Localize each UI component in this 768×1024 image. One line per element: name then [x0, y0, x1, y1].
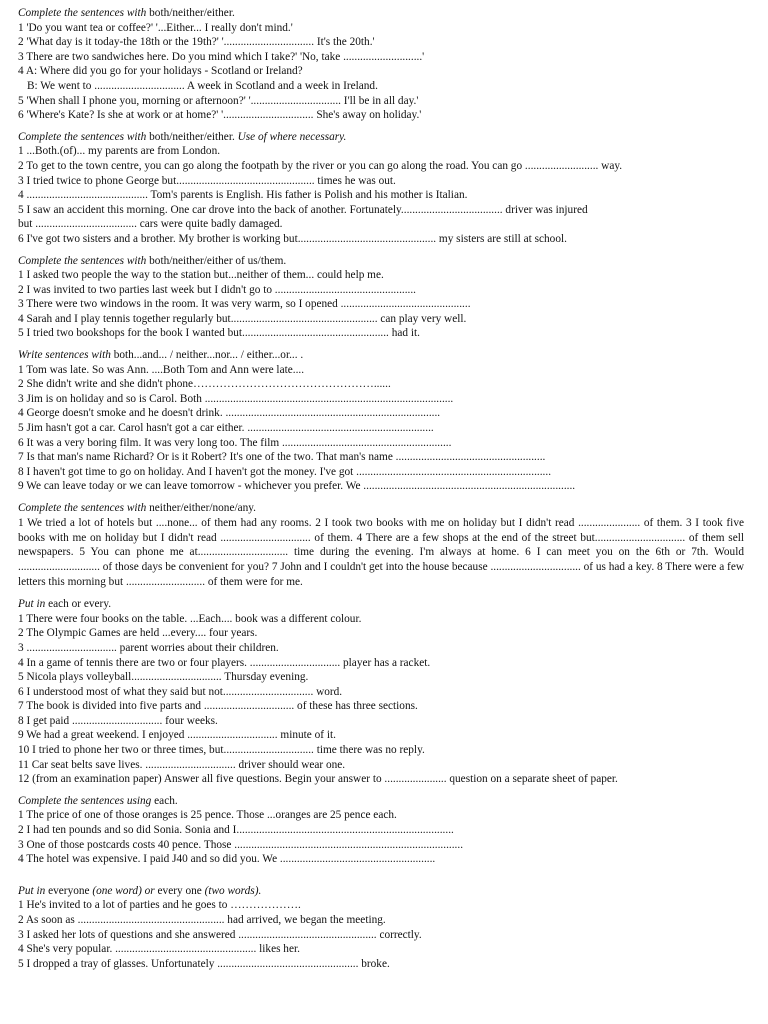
instruction-plain: both/neither/either of us/them. — [149, 254, 287, 267]
instruction-italic: Use of where necessary. — [237, 130, 347, 143]
exercise-line: 1 'Do you want tea or coffee?' '...Either... I really don't mind.' — [18, 21, 293, 34]
exercise-line: 3 Jim is on holiday and so is Carol. Both ........................................................................................ — [18, 392, 454, 405]
instruction-italic: Write sentences with — [18, 349, 114, 362]
exercise-line: 2 The Olympic Games are held ...every.... four years. — [18, 627, 258, 640]
instruction-plain: every one — [157, 884, 205, 897]
exercise-instruction — [18, 6, 744, 21]
exercise-line: 1 He's invited to a lot of parties and he goes to ………………. — [18, 899, 301, 912]
instruction-italic: Complete the sentences with — [18, 7, 150, 19]
exercise-line: 4 In a game of tennis there are two or four players. ................................ player has a racket. — [18, 656, 431, 669]
exercise-line: 5 I dropped a tray of glasses. Unfortunately .................................................. broke. — [18, 957, 390, 970]
exercise-both-neither-either — [18, 6, 744, 123]
instruction-italic: Complete the sentences with — [18, 130, 150, 143]
instruction-plain: neither/either/none/any. — [149, 502, 256, 514]
instruction-plain: everyone — [48, 884, 93, 897]
exercise-line: 10 I tried to phone her two or three times, but................................ time there was no reply. — [18, 744, 425, 757]
instruction-italic: Complete the sentences with — [18, 502, 150, 514]
instruction-plain: both/neither/either. — [149, 130, 238, 143]
exercise-line: 7 Is that man's name Richard? Or is it Robert? It's one of the two. That man's name ..................................................... — [18, 451, 546, 464]
exercise-line: 2 As soon as .................................................... had arrived, we began the meeting. — [18, 914, 386, 926]
exercise-line: 1 Tom was late. So was Ann. ....Both Tom and Ann were late.... — [18, 363, 305, 376]
exercise-line: 4 A: Where did you go for your holidays - Scotland or Ireland? — [18, 65, 303, 78]
exercise-instruction — [18, 254, 744, 269]
exercise-line: 1 The price of one of those oranges is 25 pence. Those ...oranges are 25 pence each. — [18, 809, 397, 822]
exercise-instruction — [18, 884, 744, 899]
instruction-italic: (two words). — [204, 884, 262, 897]
exercise-instruction — [18, 597, 744, 612]
exercise-line: 3 There were two windows in the room. It was very warm, so I opened .............................................. — [18, 298, 471, 311]
exercise-line: 6 I've got two sisters and a brother. My brother is working but................................................. my sisters are still at school. — [18, 232, 567, 245]
instruction-italic: (one word) or — [92, 884, 158, 897]
instruction-italic: Complete the sentences with — [18, 254, 150, 267]
exercise-line: 2 She didn't write and she didn't phone…………………………………………...... — [18, 378, 391, 391]
exercise-line: 9 We can leave today or we can leave tomorrow - whichever you prefer. We ........................................................................... — [18, 480, 576, 493]
exercise-line: 12 (from an examination paper) Answer all five questions. Begin your answer to ...................... question on a separate sheet of paper. — [18, 773, 618, 786]
exercise-of-us-them — [18, 254, 744, 342]
exercise-each — [18, 794, 744, 867]
instruction-plain: both/neither/either. — [149, 7, 235, 19]
exercise-line: 2 To get to the town centre, you can go along the footpath by the river or you can go along the road. You can go .......................... way. — [18, 159, 623, 172]
exercise-line: 5 Jim hasn't got a car. Carol hasn't got a car either. .................................................................. — [18, 422, 434, 435]
exercise-instruction — [18, 348, 744, 363]
exercise-line: but .................................... cars were quite badly damaged. — [18, 218, 283, 231]
exercise-line: 4 The hotel was expensive. I paid J40 and so did you. We ....................................................... — [18, 853, 436, 866]
exercise-line: 9 We had a great weekend. I enjoyed ................................ minute of it. — [18, 729, 336, 742]
exercise-line: 3 There are two sandwiches here. Do you mind which I take?' 'No, take ............................' — [18, 50, 425, 63]
exercise-line: 4 George doesn't smoke and he doesn't drink. ............................................................................ — [18, 407, 441, 420]
exercise-paragraph — [18, 516, 744, 591]
exercise-line: 4 She's very popular. .................................................. likes her. — [18, 943, 300, 956]
exercise-instruction — [18, 130, 744, 145]
exercise-line: 7 The book is divided into five parts and ................................ of these has three sections. — [18, 700, 418, 713]
exercise-line: 2 'What day is it today-the 18th or the 19th?' '................................ It's the 20th.' — [18, 36, 375, 49]
exercise-line: B: We went to ................................ A week in Scotland and a week in Ireland. — [27, 79, 378, 92]
exercise-paragraph-text: 1 We tried a lot of hotels but ....none... of them had any rooms. 2 I took two books with me on holiday but I didn't read ...................... of them. 3 I took five books with me on holiday but I didn't read ................................ of them. 4 There are a few shops at the end of the street but................................ of them sell newspapers. 5 You can phone me at................................ time during the evening. I'm always at home. 6 I can meet you on the 6th or 7th. Would ............................. of those days be convenient for you? 7 John and I couldn't get into the house because ................................ of us had a key. 8 There were a few letters this morning but ............................ of them were for me. — [18, 516, 744, 589]
exercise-line: 4 Sarah and I play tennis together regularly but.................................................... can play very well. — [18, 312, 467, 325]
exercise-line: 4 ........................................... Tom's parents is English. His father is Polish and his mother is Italian. — [18, 189, 468, 202]
exercise-neither-either-none-any — [18, 501, 744, 590]
exercise-line: 3 One of those postcards costs 40 pence. Those ................................................................................. — [18, 838, 464, 851]
instruction-plain: each. — [154, 794, 178, 807]
exercise-line: 5 I tried two bookshops for the book I wanted but.................................................... had it. — [18, 327, 420, 340]
exercise-line: 1 There were four books on the table. ...Each.... book was a different colour. — [18, 612, 362, 625]
exercise-line: 3 ................................ parent worries about their children. — [18, 641, 279, 654]
exercise-line: 5 I saw an accident this morning. One car drove into the back of another. Fortunately.................................... driver was injured — [18, 203, 588, 216]
instruction-plain: both...and... / neither...nor... / either...or... . — [113, 349, 304, 362]
exercise-line: 8 I haven't got time to go on holiday. And I haven't got the money. I've got ..................................................................... — [18, 465, 552, 478]
exercise-line: 5 Nicola plays volleyball................................ Thursday evening. — [18, 671, 309, 684]
instruction-plain: each or every. — [48, 598, 112, 611]
exercise-everyone-every-one — [18, 884, 744, 972]
exercise-instruction — [18, 794, 744, 809]
exercise-line: 11 Car seat belts save lives. ................................ driver should wear one. — [18, 758, 346, 771]
exercise-line: 2 I had ten pounds and so did Sonia. Sonia and I............................................................................. — [18, 824, 454, 837]
exercise-both-and-neither-nor — [18, 348, 744, 494]
exercise-line: 5 'When shall I phone you, morning or afternoon?' '................................ I'll be in all day.' — [18, 94, 419, 107]
exercise-instruction — [18, 501, 744, 516]
exercise-line: 1 ...Both.(of)... my parents are from London. — [18, 145, 221, 158]
instruction-italic: Complete the sentences using — [18, 794, 155, 807]
exercise-both-neither-either-of — [18, 130, 744, 247]
instruction-italic: Put in — [18, 598, 49, 611]
instruction-italic: Put in — [18, 884, 49, 897]
exercise-line: 2 I was invited to two parties last week but I didn't go to .................................................. — [18, 283, 417, 296]
section-spacer — [18, 874, 744, 884]
exercise-line: 3 I asked her lots of questions and she answered ................................................. correctly. — [18, 928, 422, 941]
exercise-each-every — [18, 597, 744, 787]
exercise-line: 3 I tried twice to phone George but................................................. times he was out. — [18, 174, 396, 187]
exercise-line: 6 It was a very boring film. It was very long too. The film ............................................................ — [18, 436, 452, 449]
exercise-line: 8 I get paid ................................ four weeks. — [18, 714, 218, 727]
exercise-line: 6 I understood most of what they said but not................................ word. — [18, 685, 343, 698]
exercise-line: 1 I asked two people the way to the station but...neither of them... could help me. — [18, 269, 384, 282]
exercise-line: 6 'Where's Kate? Is she at work or at home?' '................................ She's away on holiday.' — [18, 109, 422, 122]
